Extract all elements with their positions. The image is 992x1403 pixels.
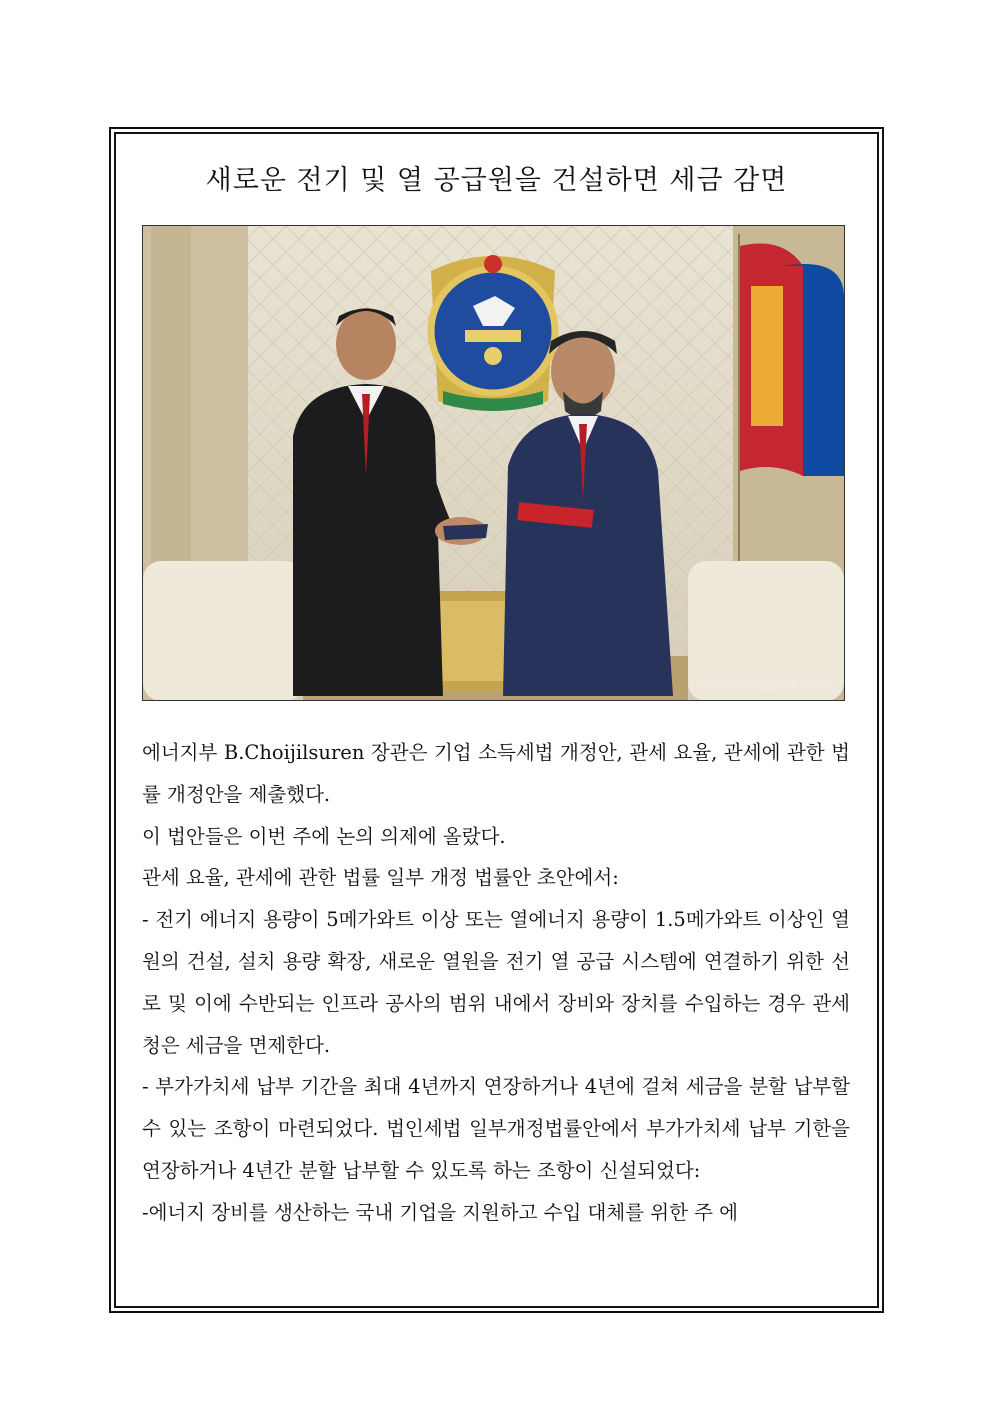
article-photo bbox=[142, 225, 845, 701]
state-emblem-icon bbox=[431, 255, 555, 411]
article-body bbox=[142, 732, 850, 1234]
paragraph: 관세 요율, 관세에 관한 법률 일부 개정 법률안 초안에서: bbox=[142, 866, 619, 890]
paragraph: - 전기 에너지 용량이 5메가와트 이상 또는 열에너지 용량이 1.5메가와트 이상인 열원의 건설, 설치 용량 확장, 새로운 열원을 전기 열 공급 시스템에 연결하기 위한 선로 및 이에 수반되는 인프라 공사의 범위 내에서 장비와 장치를 수입하는 경우 관세청은 세금을 면제한다. bbox=[142, 908, 850, 1057]
paragraph: -에너지 장비를 생산하는 국내 기업을 지원하고 수입 대체를 위한 주 에 bbox=[142, 1200, 739, 1224]
photo-caption: МОНГОЛ УЛСЫН ИХ ХУРАЛ bbox=[700, 682, 832, 692]
paragraph: 이 법안들은 이번 주에 논의 의제에 올랐다. bbox=[142, 824, 506, 848]
paragraph: 에너지부 B.Choijilsuren 장관은 기업 소득세법 개정안, 관세 요율, 관세에 관한 법률 개정안을 제출했다. bbox=[142, 741, 850, 806]
paragraph: - 부가가치세 납부 기간을 최대 4년까지 연장하거나 4년에 걸쳐 세금을 분할 납부할 수 있는 조항이 마련되었다. 법인세법 일부개정법률안에서 부가가치세 납부 기한을 연장하거나 4년간 분할 납부할 수 있도록 하는 조항이 신설되었다: bbox=[142, 1075, 850, 1182]
article-title: 새로운 전기 및 열 공급원을 건설하면 세금 감면 bbox=[205, 165, 788, 196]
